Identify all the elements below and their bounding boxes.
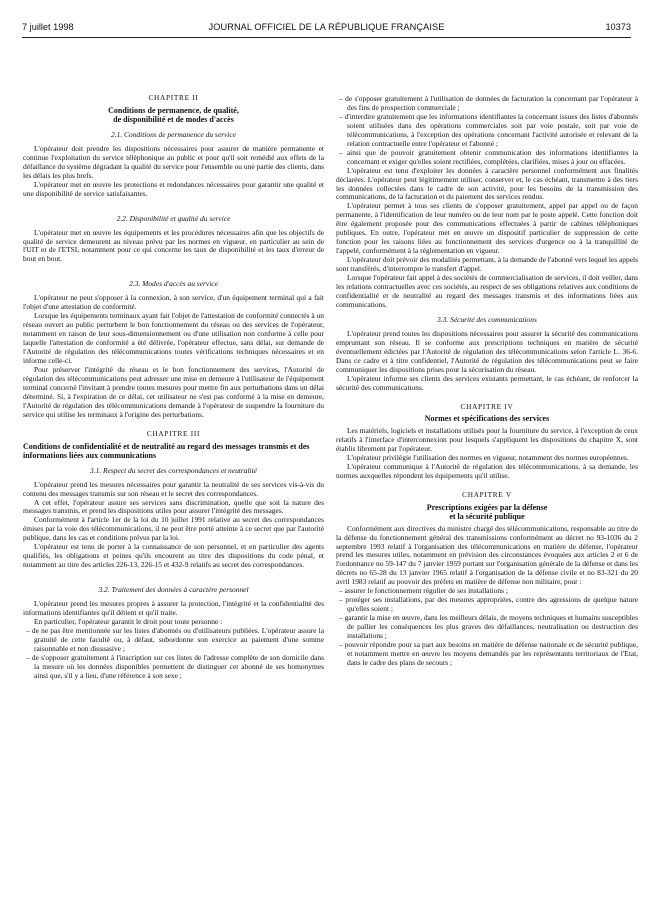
- paragraph: Pour préserver l'intégrité du réseau et le bon fonctionnement des services, l'Autorité de régulation des télécommunications peut adresser une mise en demeure à l'utilisateur de l'équipement terminal concerné l'invitant à prendre toutes mesures pour mettre fin aux perturbations dans un délai déterminé. Si, à l'expiration de ce délai, cet utilisateur ne s'est pas conformé à la mise en demeure, l'Autorité de régulation des télécommunications demande à l'opérateur de suspendre la fourniture du service qui utilise les terminaux à l'origine des perturbations.: [23, 364, 324, 419]
- list-item: – ainsi que de pouvoir gratuitement obtenir communication des informations identifiantes la concernant et exiger qu'elles soient rectifiées, complétées, clarifiées, mises à jour ou effacées.: [339, 147, 638, 166]
- paragraph: Les matériels, logiciels et installations utilisés pour la fourniture du service, à l'exception de ceux relatifs à l'interface d'interconnexion pour lesquels s'appliquent les dispositions du chapitre X, sont établis librement par l'opérateur.: [336, 425, 638, 453]
- paragraph: L'opérateur doit prendre les dispositions nécessaires pour assurer de manière permanente et continue l'exploitation du service téléphonique au public et pour qu'il soit remédié aux effets de la défaillance du système dégradant la qualité du service pour l'ensemble ou une partie des clients, dans les délais les plus brefs.: [23, 143, 324, 180]
- list-item: – protéger ses installations, par des mesures appropriées, contre des agressions de quelque nature qu'elles soient ;: [339, 595, 638, 614]
- paragraph: L'opérateur prend les mesures propres à assurer la protection, l'intégrité et la confidentialité des informations identifiantes qu'il détient et qu'il traite.: [23, 599, 324, 618]
- paragraph: L'opérateur est tenu d'exploiter les données à caractère personnel conformément aux finalités déclarées. L'opérateur peut légitimement utiliser, conserver et, le cas échéant, transmettre à des tiers les données collectées dans le cadre de son activité, pour les besoins de la transmission des communications, de la facturation et du paiement des services rendus.: [336, 165, 638, 202]
- chapter-5-title-line2: et la sécurité publique: [449, 512, 525, 522]
- header-page-number: 10373: [605, 22, 631, 32]
- paragraph: L'opérateur permet à tous ses clients de s'opposer gratuitement, appel par appel ou de façon permanente, à l'identification de leur numéro ou de leur nom par le poste appelé. Cette fonction doit être également proposée pour des communications effectuées à partir de cabines téléphoniques publiques. En outre, l'opérateur met en œuvre un dispositif particulier de suppression de cette fonction pour les raisons liées au fonctionnement des services d'urgence ou à la tranquillité de l'appelé, conformément à la réglementation en vigueur.: [336, 201, 638, 256]
- page-header: [22, 22, 631, 36]
- chapter-4-title: Normes et spécifications des services: [424, 414, 550, 424]
- list-item: – garantir la mise en œuvre, dans les meilleurs délais, de moyens techniques et humains susceptibles de pallier les conséquences les plus graves des défaillances, neutralisation ou destruction des installations ;: [339, 613, 638, 641]
- header-date: 7 juillet 1998: [22, 22, 74, 32]
- section-3-1-heading: 3.1. Respect du secret des correspondances et neutralité: [90, 465, 257, 475]
- paragraph: L'opérateur prend les mesures nécessaires pour garantir la neutralité de ses services vis-à-vis du contenu des messages transmis sur son réseau et le secret des correspondances.: [23, 479, 324, 498]
- paragraph: L'opérateur communique à l'Autorité de régulation des télécommunications, à sa demande, les normes auxquelles répondent les équipements qu'il utilise.: [336, 461, 638, 480]
- section-2-1-heading: 2.1. Conditions de permanence du service: [111, 129, 236, 139]
- list-item: – de ne pas être mentionnée sur les listes d'abonnés ou d'utilisateurs publiées. L'opérateur assure la gratuité de cette faculté ou, à défaut, subordonne son exercice au paiement d'une somme raisonnable et non dissuasive ;: [26, 625, 324, 653]
- paragraph: Conformément aux directives du ministre chargé des télécommunications, responsable au titre de la défense du fonctionnement général des transmissions conformément au décret no 93-1036 du 2 septembre 1993 relatif à l'organisation des télécommunications en matière de défense, l'opérateur prend les mesures utiles, notamment en prévision des circonstances évoquées aux articles 2 et 6 de l'ordonnance no 59-147 du 7 janvier 1959 portant sur l'organisation générale de la défense et dans les décrets no 65-28 du 13 janvier 1965 relatif à l'organisation de la défense civile et no 83-321 du 20 avril 1983 relatif au pouvoir des préfets en matière de défense non militaire, pour :: [336, 523, 638, 587]
- paragraph: En particulier, l'opérateur garantit le droit pour toute personne :: [34, 616, 223, 626]
- list-item: – assurer le fonctionnement régulier de ses installations ;: [339, 586, 508, 596]
- paragraph: Lorsque les équipements terminaux ayant fait l'objet de l'attestation de conformité connectés à un réseau ouvert au public perturbent le bon fonctionnement du réseau ou des services de l'opérateur, notamment en raison de leur sous-dimensionnement ou d'une utilisation non conforme à celle pour laquelle l'attestation de conformité a été délivrée, l'opérateur effectue, sans délai, sur demande de l'Autorité de régulation des télécommunications toutes vérifications techniques nécessaires et en informe celle-ci.: [23, 311, 324, 366]
- header-journal-title: JOURNAL OFFICIEL DE LA RÉPUBLIQUE FRANÇAISE: [208, 22, 445, 32]
- paragraph: L'opérateur privilégie l'utilisation des normes en vigueur, notamment des normes européennes.: [347, 452, 629, 462]
- chapter-2-title-line1: Conditions de permanence, de qualité,: [108, 105, 239, 115]
- list-item: – de s'opposer gratuitement à l'inscription sur ces listes de l'adresse complète de son domicile dans la mesure où les données disponibles permettent de distinguer cet abonné de ses homonymes ainsi que, s'il y a lieu, d'une référence à son sexe ;: [26, 652, 324, 680]
- left-column: [23, 94, 324, 681]
- chapter-5-title-line1: Prescriptions exigées par la défense: [426, 502, 548, 512]
- paragraph: L'opérateur doit prévoir des modalités permettant, à la demande de l'abonné vers lequel les appels sont transférés, d'interrompre le transfert d'appel.: [336, 255, 638, 274]
- list-item: – de s'opposer gratuitement à l'utilisation de données de facturation la concernant par l'opérateur à des fins de prospection commerciale ;: [339, 94, 638, 112]
- paragraph: A cet effet, l'opérateur assure ses services sans discrimination, quelle que soit la nature des messages transmis, et prend les dispositions utiles pour assurer l'intégrité des messages.: [23, 497, 324, 516]
- list-item: – d'interdire gratuitement que les informations identifiantes la concernant issues des listes d'abonnés soient utilisées dans des opérations commerciales soit par voie postale, soit par voie de télécommunications, à l'exception des opérations concernant l'activité autorisée et relevant de la relation contractuelle entre l'opérateur et l'abonné ;: [339, 111, 638, 148]
- list-item: – pouvoir répondre pour sa part aux besoins en matière de défense nationale et de sécurité publique, et notamment mettre en œuvre les moyens demandés par les représentants territoriaux de l'Etat, dans le cadre des plans de secours ;: [339, 640, 638, 667]
- paragraph: Conformément à l'article 1er de la loi du 10 juillet 1991 relative au secret des correspondances émises par la voie des télécommunications, il ne peut être porté atteinte à ce secret que par l'autorité publique, dans les cas et conditions prévus par la loi.: [23, 515, 324, 543]
- paragraph: Lorsque l'opérateur fait appel à des sociétés de commercialisation de services, il doit veiller, dans les relations contractuelles avec ces sociétés, au respect de ses obligations relatives aux conditions de confidentialité et de neutralité au regard des messages transmis et des informations liées aux communications.: [336, 273, 638, 309]
- paragraph: L'opérateur met en œuvre les protections et redondances nécessaires pour garantir une qualité et une disponibilité de service satisfaisantes.: [23, 179, 324, 198]
- chapter-3-label: CHAPITRE III: [146, 428, 201, 438]
- right-column: [336, 95, 638, 668]
- paragraph: L'opérateur met en œuvre les équipements et les procédures nécessaires afin que les objectifs de qualité de service demeurent au niveau prévu par les normes en vigueur, en particulier au sein de l'UIT et de l'ETSI, notamment pour ce qui concerne les taux de disponibilité et les taux d'erreur de bout en bout.: [23, 227, 324, 264]
- header-rule: [22, 37, 631, 38]
- section-3-3-heading: 3.3. Sécurité des communications: [437, 314, 537, 324]
- chapter-2-title-line2: de disponibilité et de modes d'accès: [113, 115, 234, 125]
- paragraph: L'opérateur ne peut s'opposer à la connexion, à son service, d'un équipement terminal qui a fait l'objet d'une attestation de conformité.: [23, 293, 324, 312]
- chapter-5-label: CHAPITRE V: [462, 489, 512, 499]
- chapter-3-title: Conditions de confidentialité et de neutralité au regard des messages transmis et des informations liées aux communications: [23, 441, 310, 461]
- paragraph: L'opérateur prend toutes les dispositions nécessaires pour assurer la sécurité des communications empruntant son réseau. Il se conforme aux prescriptions techniques en matière de sécurité éventuellement édictées par l'Autorité de régulation des télécommunications selon l'article L. 36-6. Dans ce cadre et à titre confidentiel, l'Autorité de régulation des télécommunications peut se faire communiquer les dispositions prises pour la sécurisation du réseau.: [336, 328, 638, 374]
- paragraph: L'opérateur est tenu de porter à la connaissance de son personnel, et en particulier des agents qualifiés, les obligations et peines qu'ils encourent au titre des dispositions du code pénal, et notamment au titre des articles 226-13, 226-15 et 432-9 relatifs au secret des correspondances.: [23, 542, 324, 570]
- section-3-2-heading: 3.2. Traitement des données à caractère personnel: [98, 585, 249, 595]
- chapter-4-label: CHAPITRE IV: [460, 401, 514, 411]
- section-2-3-heading: 2.3. Modes d'accès au service: [129, 279, 218, 289]
- section-2-2-heading: 2.2. Disponibilité et qualité du service: [116, 213, 231, 223]
- chapter-2-label: CHAPITRE II: [148, 93, 199, 102]
- paragraph: L'opérateur informe ses clients des services existants permettant, le cas échéant, de renforcer la sécurité des communications.: [336, 373, 638, 392]
